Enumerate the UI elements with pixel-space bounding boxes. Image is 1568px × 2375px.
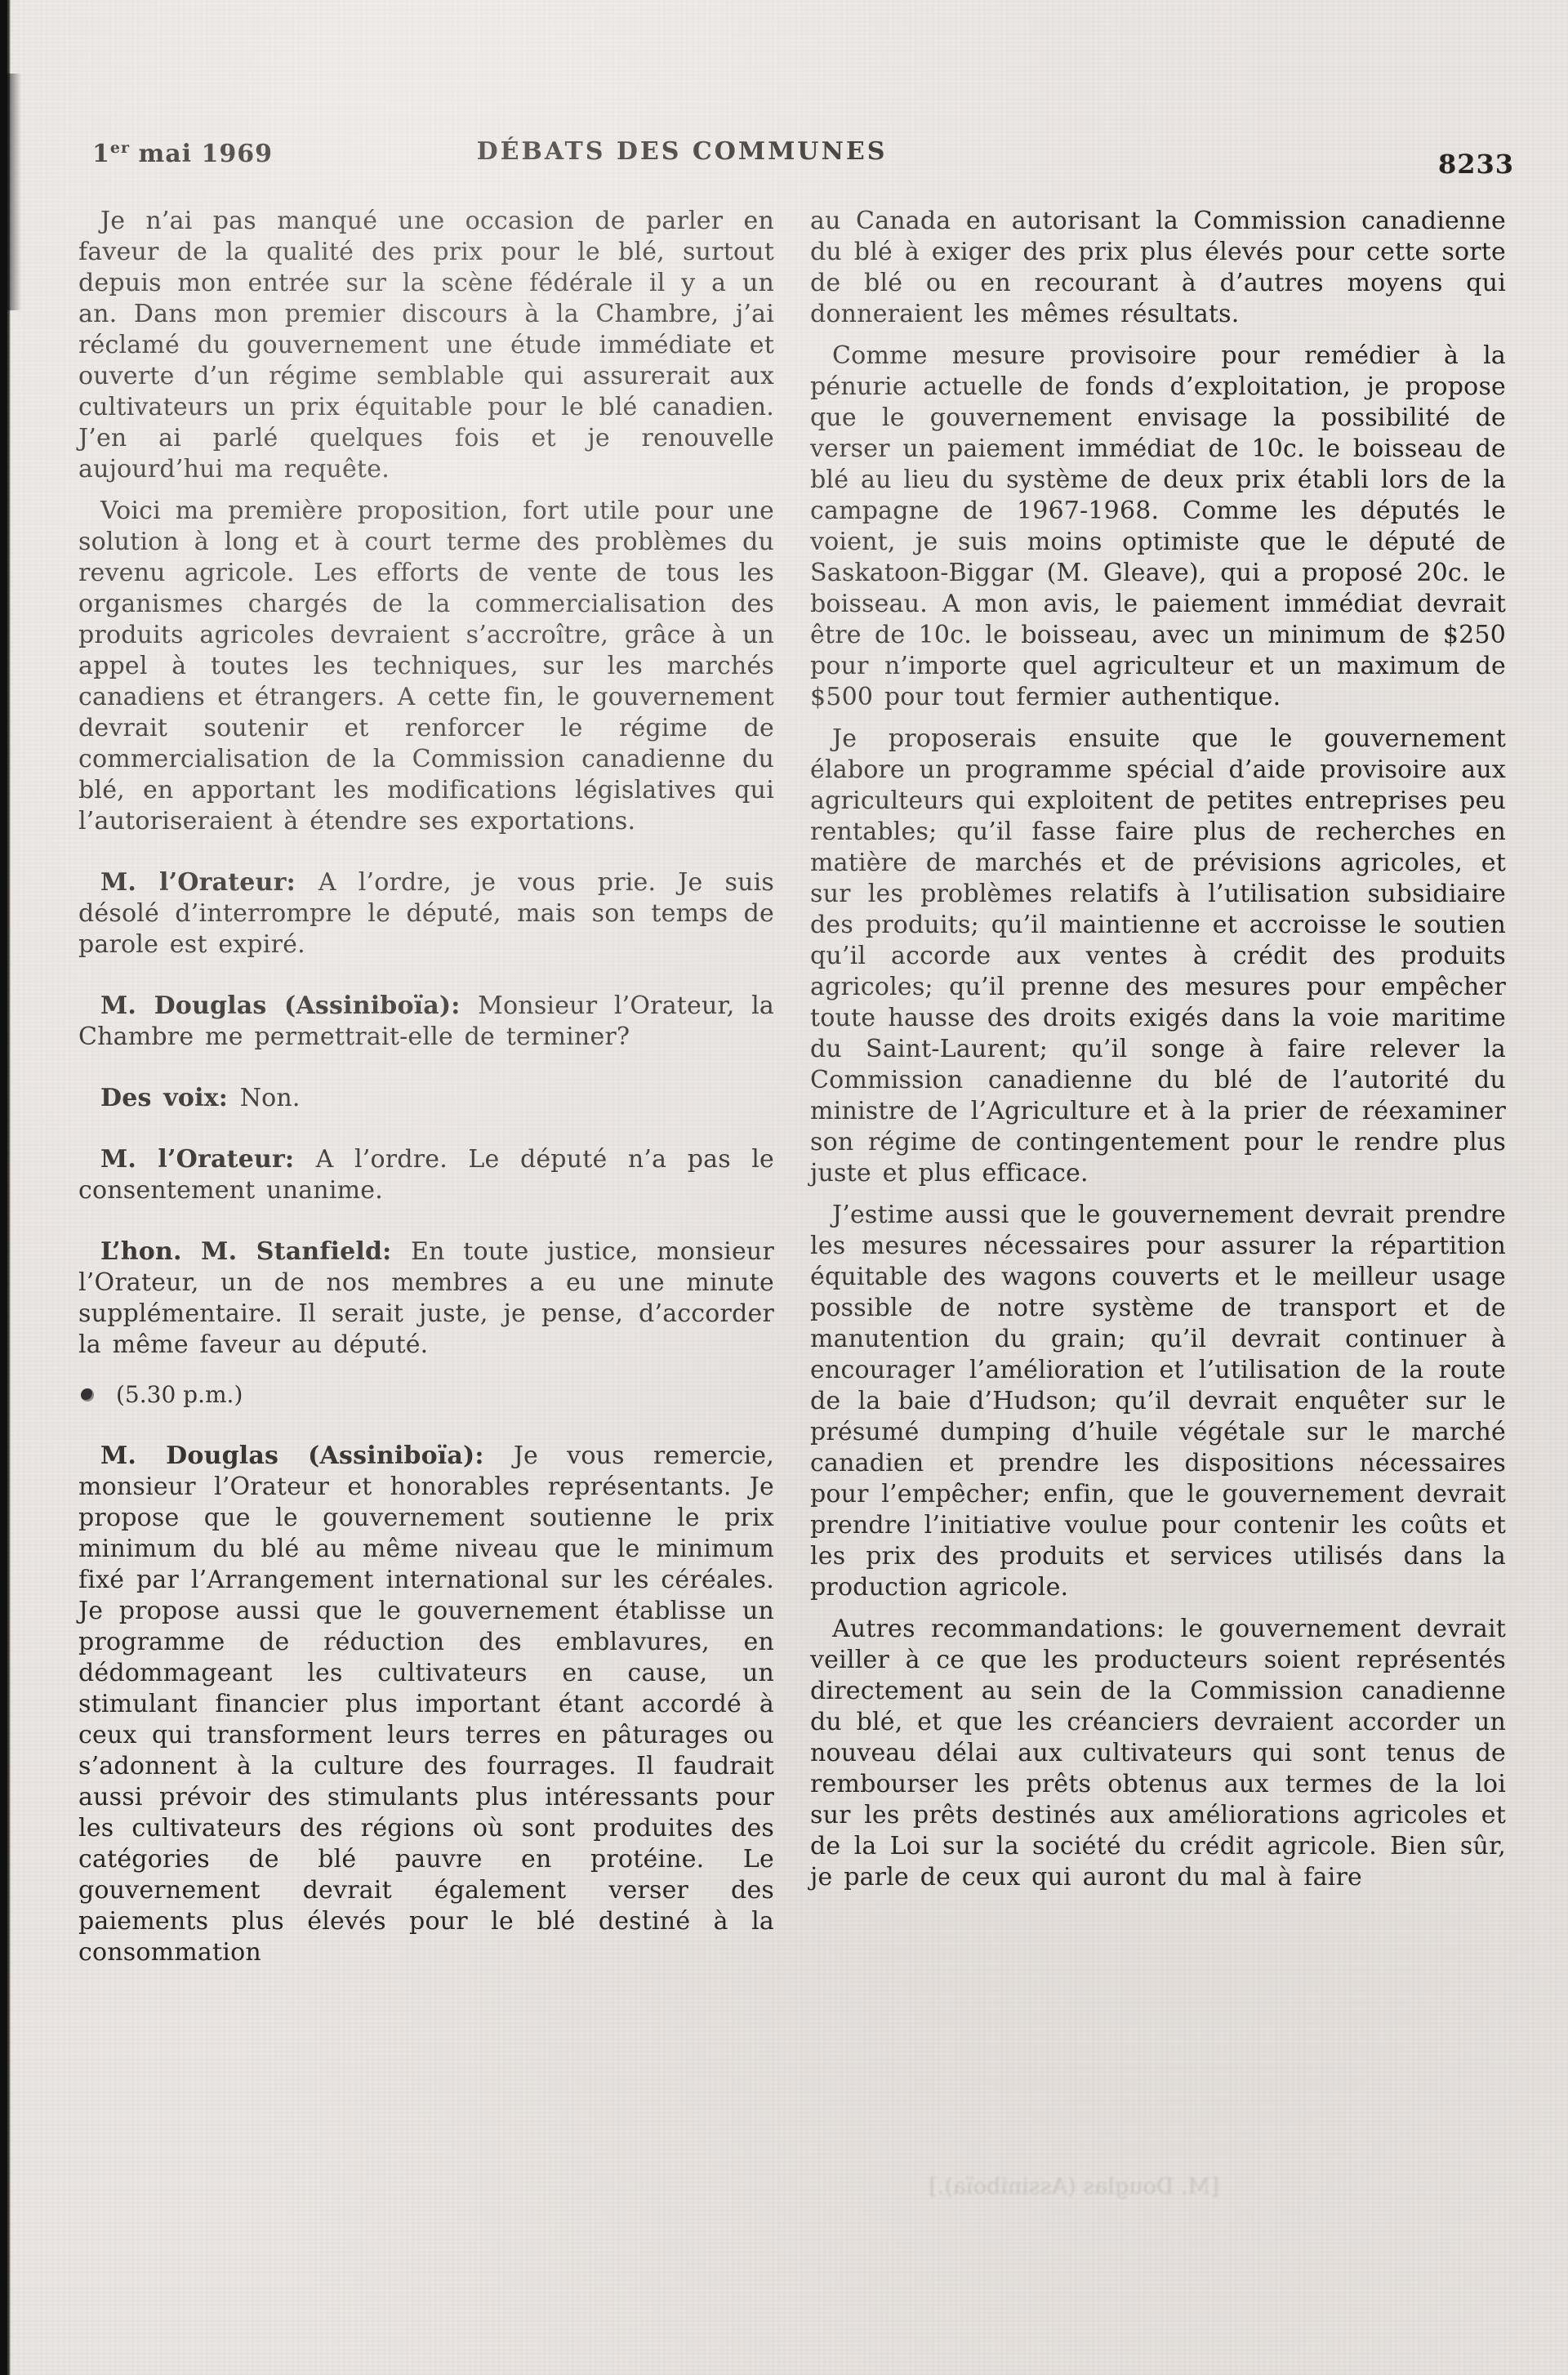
speaker-name: L’hon. M. Stanfield: bbox=[100, 1237, 411, 1266]
body-paragraph: Autres recommandations: le gouvernement devrait veiller à ce que les producteurs soient représentés directement au sein de la Commission canadienne du blé, et que les créanciers devraient accorder un nouveau délai aux cultivateurs qui sont tenus de rembourser les prêts obtenus aux termes de la loi sur les prêts destinés aux améliorations agricoles et de la Loi sur la société du crédit agricole. Bien sûr, je parle de ceux qui auront du mal à faire bbox=[810, 1615, 1506, 1892]
speech-paragraph: M. Douglas (Assiniboïa): Monsieur l’Orateur, la Chambre me permettrait-elle de terminer? bbox=[78, 991, 775, 1051]
time-text: (5.30 p.m.) bbox=[116, 1381, 243, 1408]
body-paragraph: Je proposerais ensuite que le gouvernement élabore un programme spécial d’aide provisoire aux agriculteurs qui exploitent de petites entreprises peu rentables; qu’il fasse faire plus de recherches en matière de marchés et de prévisions agricoles, et sur les problèmes relatifs à l’utilisation subsidiaire des produits; qu’il maintienne et accroisse le soutien qu’il accorde aux ventes à crédit des produits agricoles; qu’il prenne des mesures pour empêcher toute hausse des droits exigés dans la voie maritime du Saint-Laurent; qu’il songe à faire relever la Commission canadienne du blé de l’autorité du ministre de l’Agriculture et à la prier de réexaminer son régime de contingentement pour le rendre plus juste et plus efficace. bbox=[810, 724, 1506, 1188]
header-date bbox=[92, 139, 273, 168]
page-number: 8233 bbox=[1437, 149, 1514, 180]
body-paragraph: Voici ma première proposition, fort utile pour une solution à long et à court terme des problèmes du revenu agricole. Les efforts de vente de tous les organismes chargés de la commercialisation des produits agricoles devraient s’accroître, grâce à un appel à toutes les techniques, sur les marchés canadiens et étrangers. A cette fin, le gouvernement devrait soutenir et renforcer le régime de commercialisation de la Commission canadienne du blé, en apportant les modifications législatives qui l’autoriseraient à étendre ses exportations. bbox=[78, 497, 774, 835]
speaker-name: M. Douglas (Assiniboïa): bbox=[100, 1441, 514, 1470]
right-column bbox=[810, 206, 1506, 1968]
page-title: DÉBATS DES COMMUNES bbox=[476, 137, 888, 166]
body-paragraph: Comme mesure provisoire pour remédier à la pénurie actuelle de fonds d’exploitation, je propose que le gouvernement envisage la possibilité de verser un paiement immédiat de 10c. le boisseau de blé au lieu du système de deux prix établi lors de la campagne de 1967-1968. Comme les députés le voient, je suis moins optimiste que le député de Saskatoon-Biggar (M. Gleave), qui a proposé 20c. le boisseau. A mon avis, le paiement immédiat devrait être de 10c. le boisseau, avec un minimum de $250 pour n’importe quel agriculteur et un maximum de $500 pour tout fermier authentique. bbox=[810, 341, 1506, 711]
body-paragraph: J’estime aussi que le gouvernement devrait prendre les mesures nécessaires pour assurer la répartition équitable des wagons couverts et le meilleur usage possible de notre système de transport et de manutention du grain; qu’il devrait continuer à encourager l’amélioration et l’utilisation de la route de la baie d’Hudson; qu’il devrait enquêter sur le présumé dumping d’huile végétale sur le marché canadien et prendre les dispositions nécessaires pour l’empêcher; enfin, que le gouvernement devrait prendre l’initiative voulue pour contenir les coûts et les prix des produits et services utilisés dans la production agricole. bbox=[810, 1201, 1506, 1602]
header-date-ordinal: er bbox=[109, 139, 130, 157]
speech-paragraph: M. Douglas (Assiniboïa): Je vous remercie, monsieur l’Orateur et honorables représentants. Je propose que le gouvernement soutienne le prix minimum du blé au même niveau que le minimum fixé par l’Arrangement international sur les céréales. Je propose aussi que le gouvernement établisse un programme de réduction des emblavures, en dédommageant les cultivateurs en cause, un stimulant financier plus important étant accordé à ceux qui transforment leurs terres en pâturages ou s’adonnent à la culture des fourrages. Il faudrait aussi prévoir des stimulants plus intéressants pour les cultivateurs des régions où sont produites des catégories de blé pauvre en protéine. Le gouvernement devrait également verser des paiements plus élevés pour le blé destiné à la consommation bbox=[78, 1441, 775, 1967]
header-date-rest: mai 1969 bbox=[138, 140, 274, 168]
ghost-bleedthrough-text: [M. Douglas (Assiniboïa).] bbox=[929, 2174, 1219, 2199]
body-paragraph: Je n’ai pas manqué une occasion de parler en faveur de la qualité des prix pour le blé, surtout depuis mon entrée sur la scène fédérale il y a un an. Dans mon premier discours à la Chambre, j’ai réclamé du gouvernement une étude immédiate et ouverte d’un régime semblable qui assurerait aux cultivateurs un prix équitable pour le blé canadien. J’en ai parlé quelques fois et je renouvelle aujourd’hui ma requête. bbox=[78, 207, 774, 483]
bullet-icon bbox=[81, 1388, 94, 1401]
speech-paragraph: M. l’Orateur: A l’ordre, je vous prie. Je suis désolé d’interrompre le député, mais son temps de parole est expiré. bbox=[78, 868, 774, 959]
left-column bbox=[78, 206, 774, 1968]
page-content bbox=[78, 206, 1506, 1968]
speaker-name: M. l’Orateur: bbox=[100, 868, 318, 897]
time-marker bbox=[81, 1379, 774, 1410]
speech-paragraph: L’hon. M. Stanfield: En toute justice, monsieur l’Orateur, un de nos membres a eu une minute supplémentaire. Il serait juste, je pense, d’accorder la même faveur au député. bbox=[78, 1237, 774, 1359]
speech-paragraph: M. l’Orateur: A l’ordre. Le député n’a pas le consentement unanime. bbox=[78, 1145, 774, 1205]
body-paragraph: au Canada en autorisant la Commission canadienne du blé à exiger des prix plus élevés pour cette sorte de blé ou en recourant à d’autres moyens qui donneraient les mêmes résultats. bbox=[810, 207, 1506, 328]
speaker-name: M. Douglas (Assiniboïa): bbox=[100, 991, 479, 1020]
speaker-name: Des voix: bbox=[100, 1084, 240, 1112]
speaker-name: M. l’Orateur: bbox=[100, 1145, 316, 1174]
header-date-number: 1 bbox=[92, 140, 110, 168]
scan-edge-strip bbox=[0, 0, 11, 2375]
speech-paragraph: Des voix: Non. bbox=[100, 1084, 301, 1112]
